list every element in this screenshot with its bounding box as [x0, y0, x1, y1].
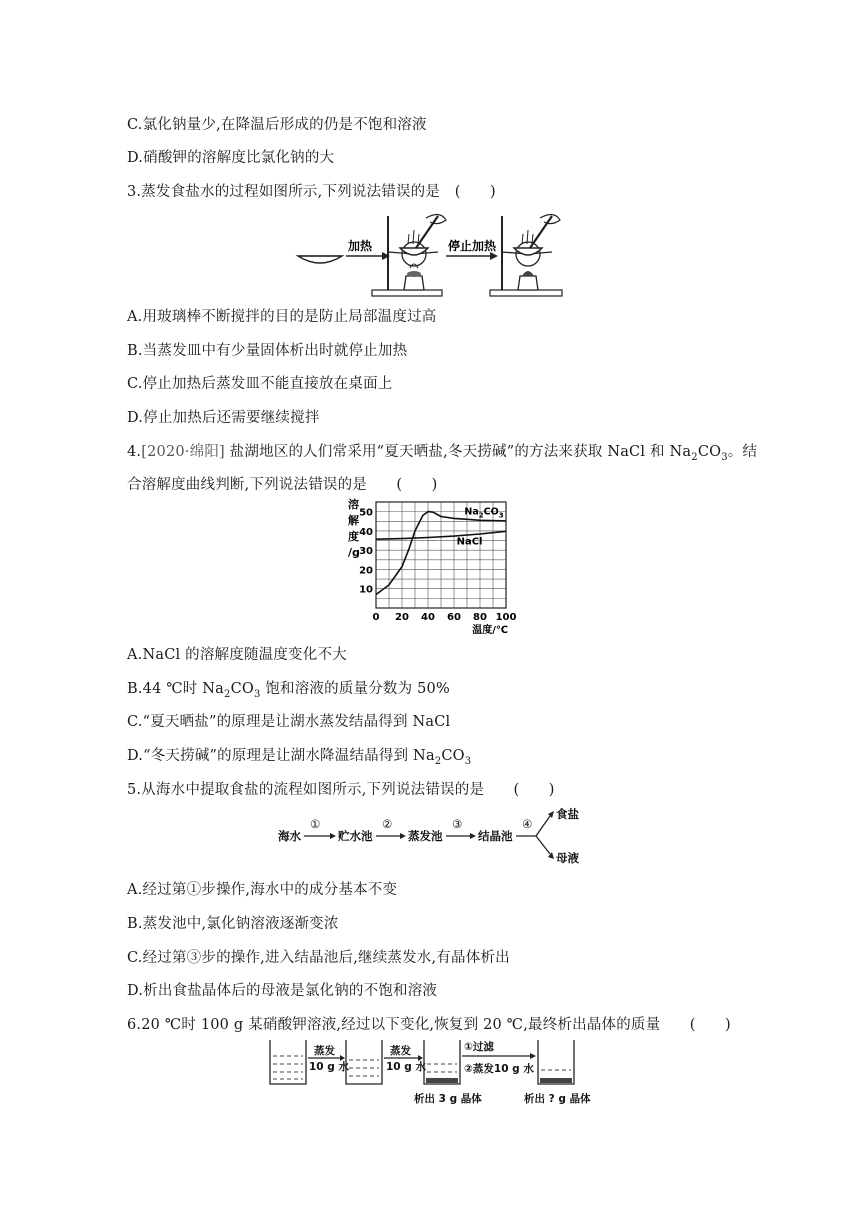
svg-text:蒸发: 蒸发: [314, 1045, 335, 1057]
y-axis-label: 溶: [348, 498, 359, 511]
node-evaporation-pond: 蒸发池: [408, 829, 443, 843]
svg-text:①过滤: ①过滤: [464, 1041, 494, 1053]
svg-text:③: ③: [452, 817, 463, 831]
heat-label: 加热: [348, 239, 373, 253]
nacl-label: NaCl: [456, 536, 483, 548]
y-tick-label: 30: [359, 546, 373, 558]
option-c-q5: C.经过第③步的操作,进入结晶池后,继续蒸发水,有晶体析出: [127, 950, 510, 966]
y-tick-label: 40: [359, 526, 373, 538]
solubility-chart: [340, 494, 520, 636]
svg-text:蒸发: 蒸发: [390, 1045, 411, 1057]
node-reservoir: 贮水池: [338, 829, 373, 843]
caption-unknown: 析出 ? g 晶体: [524, 1093, 591, 1105]
beaker-2-icon: [346, 1040, 382, 1084]
option-a-q3: A.用玻璃棒不断搅拌的目的是防止局部温度过高: [127, 309, 437, 325]
evaporation-figure: [290, 208, 580, 300]
option-c-q4: C.“夏天晒盐”的原理是让湖水蒸发结晶得到 NaCl: [127, 714, 451, 730]
option-a-q5: A.经过第①步操作,海水中的成分基本不变: [127, 882, 398, 898]
beaker-process-figure: [266, 1036, 602, 1108]
question-3: 3.蒸发食盐水的过程如图所示,下列说法错误的是 ( ): [127, 184, 496, 200]
option-c-q3: C.停止加热后蒸发皿不能直接放在桌面上: [127, 376, 393, 392]
svg-text:②: ②: [382, 817, 393, 831]
x-tick-label: 100: [495, 612, 517, 623]
node-mother-liquor: 母液: [556, 851, 579, 865]
y-axis-label: /g: [348, 546, 360, 559]
beaker-4-icon: [538, 1040, 574, 1084]
option-c-q2: C.氯化钠量少,在降温后形成的仍是不饱和溶液: [127, 117, 427, 133]
stopped-apparatus: [490, 214, 562, 296]
svg-text:10 g 水: 10 g 水: [309, 1061, 349, 1073]
option-b-q3: B.当蒸发皿中有少量固体析出时就停止加热: [127, 343, 408, 359]
node-seawater: 海水: [278, 829, 301, 843]
caption-3g: 析出 3 g 晶体: [414, 1093, 482, 1105]
salt-flow-diagram: [278, 802, 588, 868]
y-axis-label: 解: [348, 514, 359, 527]
option-d-q2: D.硝酸钾的溶解度比氯化钠的大: [127, 150, 335, 166]
question-source: [2020·绵阳]: [141, 444, 225, 460]
y-tick-label: 50: [359, 507, 373, 519]
option-d-q3: D.停止加热后还需要继续搅拌: [127, 410, 320, 426]
stop-heat-label: 停止加热: [448, 239, 497, 253]
y-tick-label: 10: [359, 584, 373, 596]
option-b-q4: B.44 ℃时 $Na_2CO_3$ 饱和溶液的质量分数为 50%: [127, 681, 450, 700]
svg-text:④: ④: [522, 817, 533, 831]
question-4-line2: 合溶解度曲线判断,下列说法错误的是 ( ): [127, 477, 438, 493]
option-d-q4: D.“冬天捞碱”的原理是让湖水降温结晶得到 $Na_2CO_3$: [127, 748, 472, 767]
svg-text:②蒸发10 g 水: ②蒸发10 g 水: [464, 1063, 534, 1075]
x-tick-label: 80: [473, 612, 487, 623]
question-5: 5.从海水中提取食盐的流程如图所示,下列说法错误的是 ( ): [127, 782, 555, 798]
x-tick-label: 20: [395, 612, 409, 623]
svg-text:10 g 水: 10 g 水: [386, 1061, 426, 1073]
beaker-3-icon: [424, 1040, 460, 1084]
y-tick-label: 20: [359, 565, 373, 577]
na2co3-label: $Na_2CO_3$: [464, 506, 504, 520]
y-axis-label: 度: [348, 530, 359, 543]
question-6: 6.20 ℃时 100 g 某硝酸钾溶液,经过以下变化,恢复到 20 ℃,最终析出晶体的质量 ( ): [127, 1017, 731, 1033]
x-tick-label: 40: [421, 612, 435, 623]
node-salt: 食盐: [556, 807, 579, 821]
x-tick-label: 60: [447, 612, 461, 623]
node-crystallization-pond: 结晶池: [478, 829, 513, 843]
beaker-1-icon: [270, 1040, 306, 1084]
x-tick-label: 0: [372, 612, 380, 623]
x-axis-label: 温度/℃: [472, 625, 508, 636]
option-a-q4: A.NaCl 的溶解度随温度变化不大: [127, 647, 347, 663]
option-b-q5: B.蒸发池中,氯化钠溶液逐渐变浓: [127, 916, 339, 932]
svg-text:①: ①: [310, 817, 321, 831]
evaporating-dish-icon: [298, 256, 342, 263]
question-4: 4.[2020·绵阳] 盐湖地区的人们常采用“夏天晒盐,冬天捞碱”的方法来获取 NaCl 和 $Na_2CO_3$。结: [127, 444, 758, 463]
option-d-q5: D.析出食盐晶体后的母液是氯化钠的不饱和溶液: [127, 983, 438, 999]
